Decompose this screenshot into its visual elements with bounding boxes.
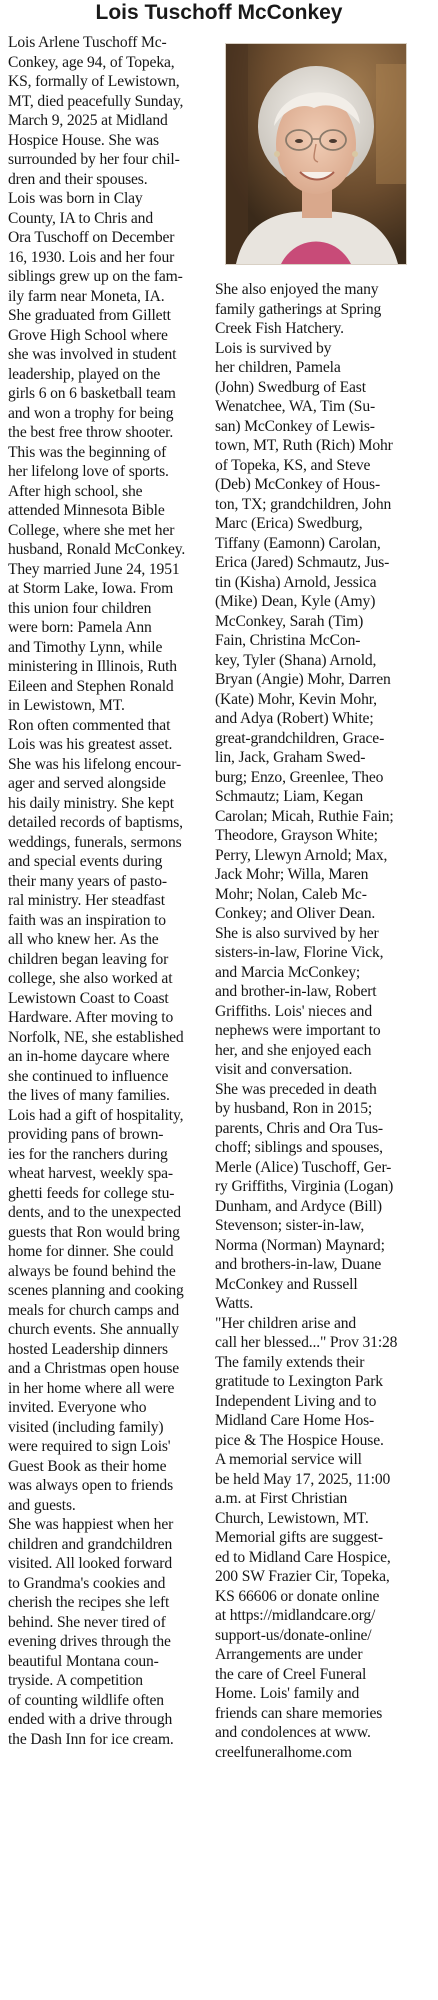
paragraph-family-visits: She was happiest when her children and grandchildren visited. All looked forward to Grandma's cookies and cherish the recipes she left behind. She never tired of evening drives through the beautiful Montana coun- tryside. A competition of counting wildlife often ended with a drive through the Dash Inn for ice cream. [8,1516,174,1748]
paragraph-memorial-gifts: Memorial gifts are suggest- ed to Midland Care Hospice, 200 SW Frazier Cir, Topeka, KS 66606 or donate online at https://midlandcare.org/ support-us/donate-online/ [215,1529,391,1644]
paragraph-intro: Lois Arlene Tuschoff Mc- Conkey, age 94, of Topeka, KS, formally of Lewistown, MT, died peacefully Sunday, March 9, 2025 at Midland Hospice House. She was surrounded by her four chil- dren and their spouses. [8,34,184,188]
paragraph-gatherings: She also enjoyed the many family gatherings at Spring Creek Fish Hatchery. [215,281,382,337]
portrait-photo [225,43,407,265]
paragraph-early-life: Lois was born in Clay County, IA to Chris and Ora Tuschoff on December 16, 1930. Lois and her four siblings grew up on the fam- ily farm near Moneta, IA. She graduated from Gillett Grove High School where she was involved in student leadership, played on the girls 6 on 6 basketball team and won a trophy for being the best free throw shooter. This was the beginning of her lifelong love of sports. [8,190,183,480]
paragraph-marriage: After high school, she attended Minnesota Bible College, where she met her husband, Ronald McConkey. They married June 24, 1951 at Storm Lake, Iowa. From this union four children were born: Pamela Ann and Timothy Lynn, while ministering in Illinois, Ruth Eileen and Stephen Ronald in Lewistown, MT. [8,482,186,714]
paragraph-arrangements: Arrangements are under the care of Creel Funeral Home. Lois' family and friends can share memories and condolences at www. creelfuneralhome.com [215,1646,383,1761]
paragraph-scripture: "Her children arise and call her blessed..." Prov 31:28 [215,1314,398,1351]
paragraph-survivors: Lois is survived by her children, Pamela (John) Swedburg of East Wenatchee, WA, Tim (Su- san) McConkey of Lewis- town, MT, Ruth (Rich) Mohr of Topeka, KS, and Steve (Deb) McConkey of Hous- ton, TX; grandchildren, John Marc (Erica) Swedburg, Tiffany (Eamonn) Carolan, Erica (Jared) Schmautz, Jus- tin (Kisha) Arnold, Jessica (Mike) Dean, Kyle (Amy) McConkey, Sarah (Tim) Fain, Christina McCon- key, Tyler (Shana) Arnold, Bryan (Angie) Mohr, Darren (Kate) Mohr, Kevin Mohr, and Adya (Robert) White; great-grandchildren, Grace- lin, Jack, Graham Swed- burg; Enzo, Greenlee, Theo Schmautz; Liam, Kegan Carolan; Micah, Ruthie Fain; Theodore, Grayson White; Perry, Llewyn Arnold; Max, Jack Mohr; Willa, Maren Mohr; Nolan, Caleb Mc- Conkey; and Oliver Dean. She is also survived by her sisters-in-law, Florine Vick, and Marcia McConkey; and brother-in-law, Robert Griffiths. Lois' nieces and nephews were important to her, and she enjoyed each visit and conversation. [215,339,394,1078]
paragraph-memorial-service: A memorial service will be held May 17, 2025, 11:00 a.m. at First Christian Church, Lewistown, MT. [215,1451,391,1527]
obituary-title: Lois Tuschoff McConkey [95,1,343,24]
left-column [8,33,210,1749]
paragraph-ministry: Ron often commented that Lois was his greatest asset. She was his lifelong encour- ager and served alongside his daily ministry. She kept detailed records of baptisms, weddings, funerals, sermons and special events during their many years of pasto- ral ministry. Her steadfast faith was an inspiration to all who knew her. As the children began leaving for college, she also worked at Lewistown Coast to Coast Hardware. After moving to Norfolk, NE, she established an in-home daycare where she continued to influence the lives of many families. Lois had a gift of hospitality, providing pans of brown- ies for the ranchers during wheat harvest, weekly spa- ghetti feeds for college stu- dents, and to the unexpected guests that Ron would bring home for dinner. She could always be found behind the scenes planning and cooking meals for church camps and church events. She annually hosted Leadership dinners and a Christmas open house in her home where all were invited. Everyone who visited (including family) were required to sign Lois' Guest Book as their home was always open to friends and guests. [8,716,184,1514]
paragraph-preceded: She was preceded in death by husband, Ron in 2015; parents, Chris and Ora Tus- choff; siblings and spouses, Merle (Alice) Tuschoff, Ger- ry Griffiths, Virginia (Logan) Dunham, and Ardyce (Bill) Stevenson; sister-in-law, Norma (Norman) Maynard; and brothers-in-law, Duane McConkey and Russell Watts. [215,1080,394,1312]
right-column [215,280,433,1762]
paragraph-gratitude: The family extends their gratitude to Lexington Park Independent Living and to Midland Care Home Hos- pice & The Hospice House. [215,1353,384,1449]
